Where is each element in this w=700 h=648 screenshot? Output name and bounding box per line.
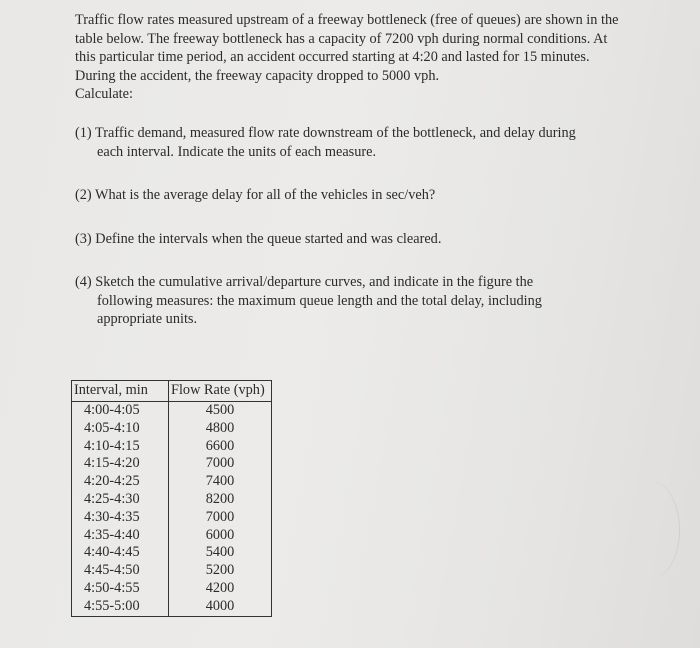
interval-cell: 4:40-4:45 (72, 544, 169, 562)
flow-rate-cell: 6600 (169, 438, 272, 456)
table-row (72, 509, 272, 527)
interval-cell: 4:25-4:30 (72, 491, 169, 509)
question-1 (75, 124, 615, 161)
table-row (72, 402, 272, 420)
flow-rate-column-header: Flow Rate (vph) (169, 381, 272, 402)
flow-rate-cell: 4000 (169, 598, 272, 616)
interval-cell: 4:45-4:50 (72, 562, 169, 580)
question-number: (1) (75, 125, 92, 141)
intro-paragraph: Traffic flow rates measured upstream of a freeway bottleneck (free of queues) are shown in the table below. The freeway bottleneck has a capacity of 7200 vph during normal conditions. At this particular time period, an accident occurred starting at 4:20 and lasted for 15 minutes. During the accident, the freeway capacity dropped to 5000 vph. (75, 12, 619, 84)
flow-rate-cell: 7000 (169, 455, 272, 473)
table-row (72, 562, 272, 580)
interval-cell: 4:50-4:55 (72, 580, 169, 598)
calculate-label: Calculate: (75, 86, 133, 102)
table-header-row (72, 381, 272, 402)
flow-rate-cell: 8200 (169, 491, 272, 509)
flow-rate-cell: 4800 (169, 420, 272, 438)
question-text: Define the intervals when the queue started and was cleared. (95, 231, 442, 247)
table-row (72, 544, 272, 562)
interval-cell: 4:30-4:35 (72, 509, 169, 527)
table-body (72, 402, 272, 617)
table-row (72, 527, 272, 545)
table-row (72, 491, 272, 509)
interval-cell: 4:05-4:10 (72, 420, 169, 438)
interval-cell: 4:20-4:25 (72, 473, 169, 491)
interval-cell: 4:10-4:15 (72, 438, 169, 456)
question-number: (3) (75, 231, 92, 247)
interval-cell: 4:35-4:40 (72, 527, 169, 545)
question-text: Sketch the cumulative arrival/departure curves, and indicate in the figure the (95, 274, 534, 290)
flow-rate-cell: 4500 (169, 402, 272, 420)
flow-rate-cell: 6000 (169, 527, 272, 545)
table-row (72, 598, 272, 616)
table-row (72, 420, 272, 438)
table-row (72, 455, 272, 473)
interval-cell: 4:55-5:00 (72, 598, 169, 616)
interval-cell: 4:15-4:20 (72, 455, 169, 473)
paper-fold-shadow (619, 480, 680, 580)
table-row (72, 580, 272, 598)
question-text: Traffic demand, measured flow rate downstream of the bottleneck, and delay during (95, 125, 576, 141)
question-text-continued: each interval. Indicate the units of each measure. (97, 143, 377, 160)
question-text-continued: following measures: the maximum queue length and the total delay, including (97, 292, 542, 309)
table-row (72, 473, 272, 491)
interval-column-header: Interval, min (72, 381, 169, 402)
flow-rate-cell: 7400 (169, 473, 272, 491)
question-number: (4) (75, 274, 92, 290)
flow-rate-cell: 7000 (169, 509, 272, 527)
question-text: What is the average delay for all of the vehicles in sec/veh? (95, 187, 436, 203)
table-row (72, 438, 272, 456)
flow-rate-table (71, 380, 272, 617)
problem-statement (75, 11, 620, 104)
interval-cell: 4:00-4:05 (72, 402, 169, 420)
question-number: (2) (75, 187, 92, 203)
flow-rate-cell: 5200 (169, 562, 272, 580)
question-text-continued: appropriate units. (97, 311, 198, 327)
question-3 (75, 230, 615, 249)
flow-rate-cell: 5400 (169, 544, 272, 562)
question-2 (75, 186, 615, 205)
question-4 (75, 273, 615, 329)
flow-rate-cell: 4200 (169, 580, 272, 598)
